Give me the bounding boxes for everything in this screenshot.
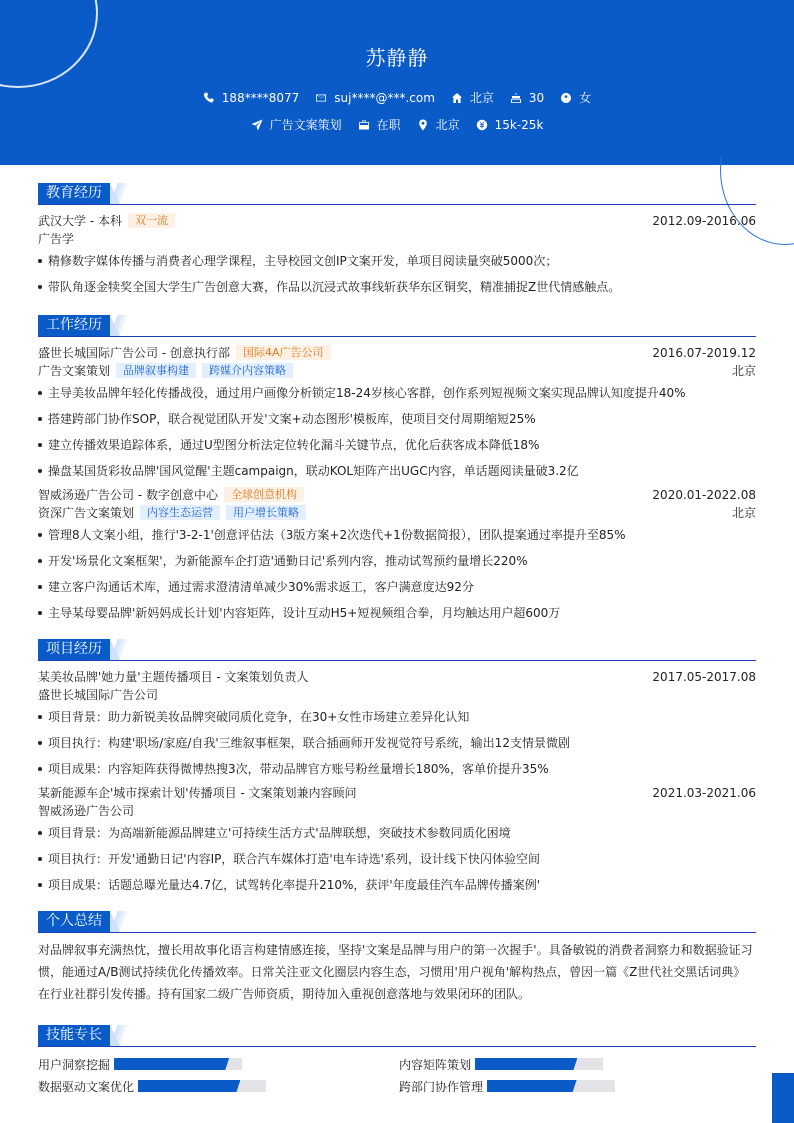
resume-header [0, 0, 794, 165]
skill-bar-fill [138, 1080, 240, 1092]
list-item: 项目成果：内容矩阵获得微博热搜3次，带动品牌官方账号粉丝量增长180%，客单价提升35% [38, 756, 756, 782]
target-city-item [417, 116, 460, 133]
gender-icon [560, 92, 572, 104]
target-job-item [251, 116, 342, 133]
education-section [38, 183, 756, 300]
basic-info-row [0, 89, 794, 106]
school-tag: 双一流 [128, 213, 175, 228]
list-item: 搭建跨部门协作SOP，联合视觉团队开发'文案+动态图形'模板库，使项目交付周期缩短25% [38, 406, 756, 432]
role-tag: 跨媒介内容策略 [202, 363, 293, 378]
project-org: 智威汤逊广告公司 [38, 804, 135, 818]
summary-line: 在行业社群引发传播。持有国家二级广告师资质，期待加入重视创意落地与效果闭环的团队。 [38, 987, 531, 1001]
home-icon [451, 92, 463, 104]
list-item: 项目成果：话题总曝光量达4.7亿，试驾转化率提升210%，获评'年度最佳汽车品牌传播案例' [38, 872, 756, 898]
mail-icon [315, 92, 327, 104]
project-head [38, 784, 756, 802]
list-item: 主导某母婴品牌'新妈妈成长计划'内容矩阵，设计互动H5+短视频组合拳，月均触达用户超600万 [38, 600, 756, 626]
job-head [38, 344, 756, 362]
cake-icon [510, 92, 522, 104]
skill-bar-fill [487, 1080, 577, 1092]
role-tag: 用户增长策略 [226, 505, 306, 520]
section-header [38, 911, 756, 933]
job-role: 广告文案策划 [38, 364, 111, 378]
section-title: 技能专长 [38, 1025, 110, 1046]
skill-bar [475, 1058, 603, 1070]
list-item: 项目执行：开发'通勤日记'内容IP，联合汽车媒体打造'电车诗选'系列，设计线下快闪体验空间 [38, 846, 756, 872]
project-head [38, 668, 756, 686]
projects-section [38, 639, 756, 898]
section-title: 个人总结 [38, 911, 110, 932]
gender-item [560, 89, 591, 106]
list-item: 项目背景：为高端新能源品牌建立'可持续生活方式'品牌联想，突破技术参数同质化困境 [38, 820, 756, 846]
decorative-corner-block [772, 1073, 794, 1123]
skill-name: 跨部门协作管理 [399, 1079, 484, 1094]
money-icon [476, 119, 488, 131]
gender-text: 女 [579, 91, 592, 105]
role-tag: 内容生态运营 [140, 505, 220, 520]
skill-bar [138, 1080, 266, 1092]
job-role-line [38, 504, 756, 522]
skill-name: 内容矩阵策划 [399, 1057, 472, 1072]
summary-line: 对品牌叙事充满热忱，擅长用故事化语言构建情感连接，坚持'文案是品牌与用户的第一次握手'。具备敏锐的消费者洞察力和数据验证习 [38, 943, 753, 957]
skill-name: 用户洞察挖掘 [38, 1057, 111, 1072]
phone-icon [203, 92, 215, 104]
skill-item [399, 1055, 603, 1073]
school-name: 武汉大学 - 本科 [38, 214, 122, 228]
skill-bar [487, 1080, 615, 1092]
company-tag: 全球创意机构 [224, 487, 304, 502]
section-header [38, 1025, 756, 1047]
company-tag: 国际4A广告公司 [236, 345, 331, 360]
section-header [38, 183, 756, 205]
candidate-name: 苏静静 [365, 46, 429, 70]
job-head [38, 486, 756, 504]
section-title: 项目经历 [38, 639, 110, 660]
job-role: 资深广告文案策划 [38, 506, 135, 520]
age-item [510, 91, 544, 105]
location-item [451, 89, 494, 106]
skills-grid [38, 1047, 756, 1095]
list-item: 建立客户沟通话术库，通过需求澄清清单减少30%需求返工，客户满意度达92分 [38, 574, 756, 600]
project-org: 盛世长城国际广告公司 [38, 688, 159, 702]
job-role-line [38, 362, 756, 380]
list-item: 项目执行：构建'职场/家庭/自我'三维叙事框架，联合插画师开发视觉符号系统，输出12支情景微剧 [38, 730, 756, 756]
summary-line: 惯，能通过A/B测试持续优化传播效率。日常关注亚文化圈层内容生态，习惯用'用户视角'解构热点，曾因一篇《Z世代社交黑话词典》 [38, 965, 746, 979]
salary-text: 15k-25k [494, 117, 544, 132]
status-item [358, 116, 401, 133]
skill-bar [114, 1058, 242, 1070]
skills-section [38, 1025, 756, 1095]
job-intention-row [0, 116, 794, 133]
list-item: 主导美妆品牌年轻化传播战役，通过用户画像分析锁定18-24岁核心客群，创作系列短视频文案实现品牌认知度提升40% [38, 380, 756, 406]
target-job-text: 广告文案策划 [269, 118, 342, 132]
work-section [38, 315, 756, 626]
skill-item [399, 1077, 615, 1095]
salary-item [476, 118, 544, 132]
skill-name: 数据驱动文案优化 [38, 1079, 135, 1094]
list-item: 精修数字媒体传播与消费者心理学课程，主导校园文创IP文案开发，单项目阅读量突破5000次； [38, 248, 756, 274]
status-text: 在职 [376, 118, 401, 132]
target-city-text: 北京 [435, 118, 460, 132]
email-item [315, 91, 435, 105]
major: 广告学 [38, 232, 75, 246]
email-text: suj****@***.com [334, 90, 435, 105]
project-name: 某新能源车企'城市探索计划'传播项目 - 文案策划兼内容顾问 [38, 786, 357, 800]
summary-text [38, 939, 756, 1005]
send-icon [251, 119, 263, 131]
company-name: 盛世长城国际广告公司 - 创意执行部 [38, 346, 230, 360]
section-header [38, 315, 756, 337]
location-text: 北京 [469, 91, 494, 105]
project-date: 2021.03-2021.06 [652, 786, 756, 800]
skill-bar-fill [475, 1058, 577, 1070]
education-head [38, 212, 756, 230]
section-title: 工作经历 [38, 315, 110, 336]
age-text: 30 [528, 90, 545, 105]
list-item: 建立传播效果追踪体系，通过U型图分析法定位转化漏斗关键节点，优化后获客成本降低18% [38, 432, 756, 458]
list-item: 带队角逐金犊奖全国大学生广告创意大赛，作品以沉浸式故事线斩获华东区铜奖，精准捕捉Z世代情感触点。 [38, 274, 756, 300]
section-header [38, 639, 756, 661]
map-pin-icon [417, 119, 429, 131]
project-name: 某美妆品牌'她力量'主题传播项目 - 文案策划负责人 [38, 670, 309, 684]
list-item: 开发'场景化文案框架'，为新能源车企打造'通勤日记'系列内容，推动试驾预约量增长220% [38, 548, 756, 574]
list-item: 操盘某国货彩妆品牌'国风觉醒'主题campaign，联动KOL矩阵产出UGC内容，单话题阅读量破3.2亿 [38, 458, 756, 484]
skill-item [38, 1077, 266, 1095]
section-title: 教育经历 [38, 183, 110, 204]
education-date: 2012.09-2016.06 [652, 214, 756, 228]
job-date: 2016.07-2019.12 [652, 346, 756, 360]
skill-bar-fill [114, 1058, 229, 1070]
job-city: 北京 [731, 506, 756, 520]
job-city: 北京 [731, 364, 756, 378]
list-item: 管理8人文案小组，推行'3-2-1'创意评估法（3版方案+2次迭代+1份数据简报），团队提案通过率提升至85% [38, 522, 756, 548]
skill-item [38, 1055, 242, 1073]
company-name: 智威汤逊广告公司 - 数字创意中心 [38, 488, 218, 502]
list-item: 项目背景：助力新锐美妆品牌突破同质化竞争，在30+女性市场建立差异化认知 [38, 704, 756, 730]
phone-item [203, 91, 299, 105]
phone-text: 188****8077 [221, 90, 300, 105]
summary-section [38, 911, 756, 1005]
role-tag: 品牌叙事构建 [116, 363, 196, 378]
job-date: 2020.01-2022.08 [652, 488, 756, 502]
briefcase-icon [358, 119, 370, 131]
project-date: 2017.05-2017.08 [652, 670, 756, 684]
